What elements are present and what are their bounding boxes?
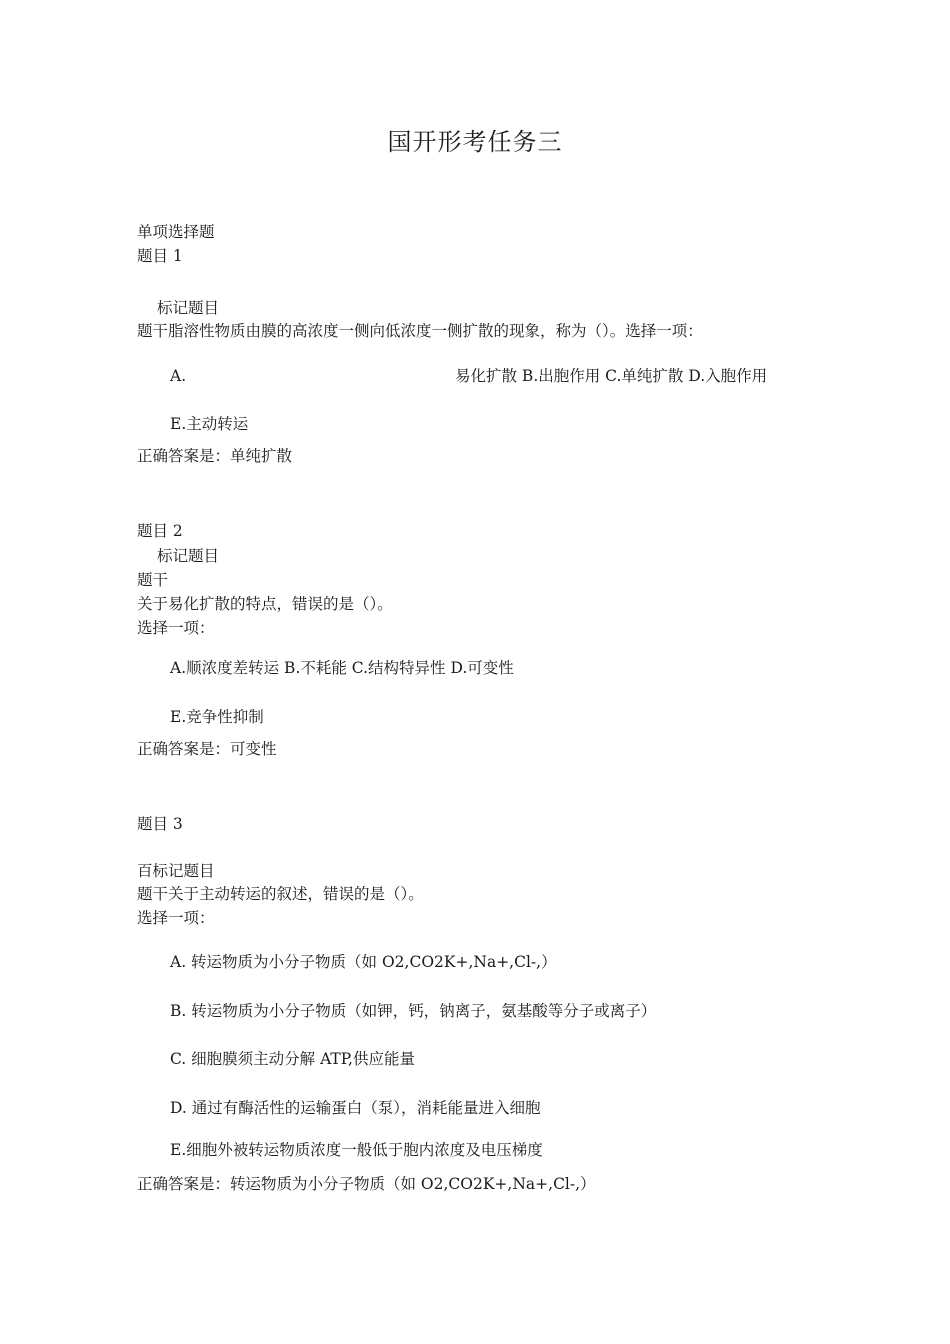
q1-options-rest[interactable]: 易化扩散 B.出胞作用 C.单纯扩散 D.入胞作用 xyxy=(455,367,768,385)
q2-options[interactable]: A.顺浓度差转运 B.不耗能 C.结构特异性 D.可变性 xyxy=(170,659,514,677)
q1-option-e[interactable]: E.主动转运 xyxy=(170,415,249,433)
q3-mark-link[interactable]: 百标记题目 xyxy=(137,862,215,880)
q3-option-a[interactable]: A. 转运物质为小分子物质（如 O2,CO2K+,Na+,Cl-,） xyxy=(170,953,557,971)
q1-stem: 题干脂溶性物质由膜的高浓度一侧向低浓度一侧扩散的现象，称为（）。选择一项： xyxy=(137,322,703,340)
q1-number: 题目 1 xyxy=(137,247,183,265)
page-title: 国开形考任务三 xyxy=(387,128,563,156)
q1-answer: 正确答案是：单纯扩散 xyxy=(137,447,293,465)
q2-number: 题目 2 xyxy=(137,522,183,540)
q2-option-e[interactable]: E.竞争性抑制 xyxy=(170,708,264,726)
q3-choose-one: 选择一项： xyxy=(137,909,215,927)
q3-number: 题目 3 xyxy=(137,815,183,833)
q2-answer: 正确答案是：可变性 xyxy=(137,740,277,758)
q3-option-d[interactable]: D. 通过有酶活性的运输蛋白（泵），消耗能量进入细胞 xyxy=(170,1099,541,1117)
q3-option-b[interactable]: B. 转运物质为小分子物质（如钾，钙，钠离子，氨基酸等分子或离子） xyxy=(170,1002,657,1020)
q1-mark-link[interactable]: 标记题目 xyxy=(157,299,220,317)
q1-option-a-label[interactable]: A. xyxy=(170,367,187,385)
q2-choose-one: 选择一项： xyxy=(137,619,215,637)
q3-option-e[interactable]: E.细胞外被转运物质浓度一般低于胞内浓度及电压梯度 xyxy=(170,1141,543,1159)
q2-stem-label: 题干 xyxy=(137,571,169,589)
q3-option-c[interactable]: C. 细胞膜须主动分解 ATP,供应能量 xyxy=(170,1050,415,1068)
q2-stem: 关于易化扩散的特点，错误的是（）。 xyxy=(137,595,393,613)
q2-mark-link[interactable]: 标记题目 xyxy=(157,547,220,565)
q3-answer: 正确答案是：转运物质为小分子物质（如 O2,CO2K+,Na+,Cl-,） xyxy=(137,1175,596,1193)
section-heading: 单项选择题 xyxy=(137,223,215,241)
q3-stem: 题干关于主动转运的叙述，错误的是（）。 xyxy=(137,885,424,903)
